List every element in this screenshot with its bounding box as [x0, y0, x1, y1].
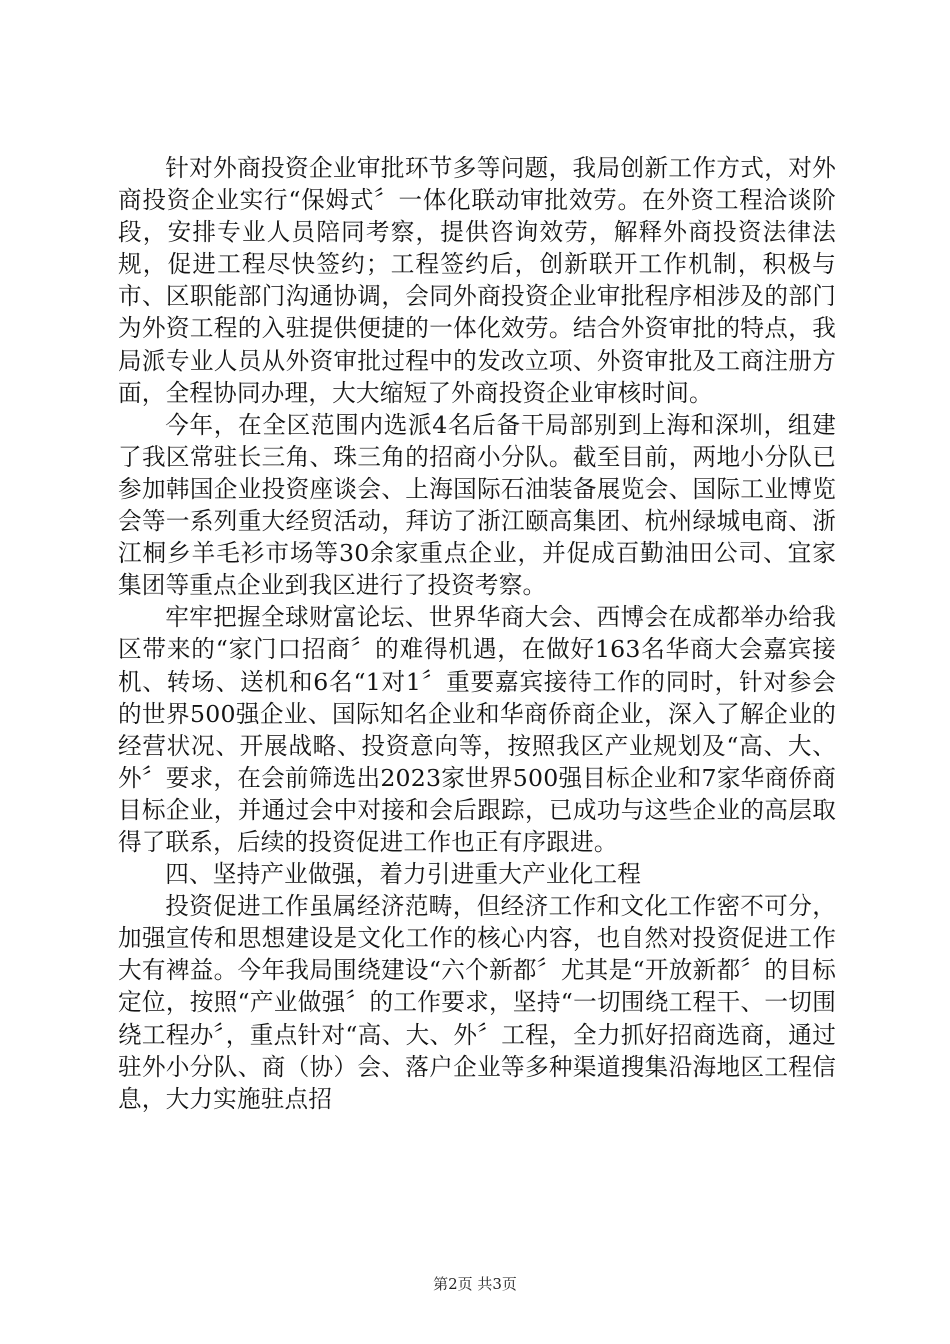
paragraph-forum-opportunity: 牢牢把握全球财富论坛、世界华商大会、西博会在成都举办给我区带来的“家门口招商〞的难得机遇，在做好163名华商大会嘉宾接机、转场、送机和6名“1对1〞重要嘉宾接待工作的同时，针对参会的世界500强企业、国际知名企业和华商侨商企业，深入了解企业的经营状况、开展战略、投资意向等，按照我区产业规划及“高、大、外〞要求，在会前筛选出2023家世界500强目标企业和7家华商侨商目标企业，并通过会中对接和会后跟踪，已成功与这些企业的高层取得了联系，后续的投资促进工作也正有序跟进。: [118, 603, 836, 856]
document-body: [118, 152, 836, 1115]
paragraph-industry-projects: 投资促进工作虽属经济范畴，但经济工作和文化工作密不可分，加强宣传和思想建设是文化工作的核心内容，也自然对投资促进工作大有裨益。今年我局围绕建设“六个新都〞尤其是“开放新都〞的目标定位，按照“产业做强〞的工作要求，坚持“一切围绕工程干、一切围绕工程办〞，重点针对“高、大、外〞工程，全力抓好招商选商，通过驻外小分队、商（协）会、落户企业等多种渠道搜集沿海地区工程信息，大力实施驻点招: [118, 892, 836, 1113]
section-heading: 四、坚持产业做强，着力引进重大产业化工程: [165, 860, 642, 889]
paragraph-investment-teams: 今年，在全区范围内选派4名后备干局部别到上海和深圳，组建了我区常驻长三角、珠三角的招商小分队。截至目前，两地小分队已参加韩国企业投资座谈会、上海国际石油装备展览会、国际工业博览会等一系列重大经贸活动，拜访了浙江颐高集团、杭州绿城电商、浙江桐乡羊毛衫市场等30余家重点企业，并促成百勤油田公司、宜家集团等重点企业到我区进行了投资考察。: [118, 410, 836, 600]
paragraph-approval-service: 针对外商投资企业审批环节多等问题，我局创新工作方式，对外商投资企业实行“保姆式〞一体化联动审批效劳。在外资工程洽谈阶段，安排专业人员陪同考察，提供咨询效劳，解释外商投资法律法规，促进工程尽快签约；工程签约后，创新联开工作机制，积极与市、区职能部门沟通协调，会同外商投资企业审批程序相涉及的部门为外资工程的入驻提供便捷的一体化效劳。结合外资审批的特点，我局派专业人员从外资审批过程中的发改立项、外资审批及工商注册方面，全程协同办理，大大缩短了外商投资企业审核时间。: [118, 154, 836, 407]
page-number-footer: 第2页 共3页: [433, 1275, 517, 1293]
